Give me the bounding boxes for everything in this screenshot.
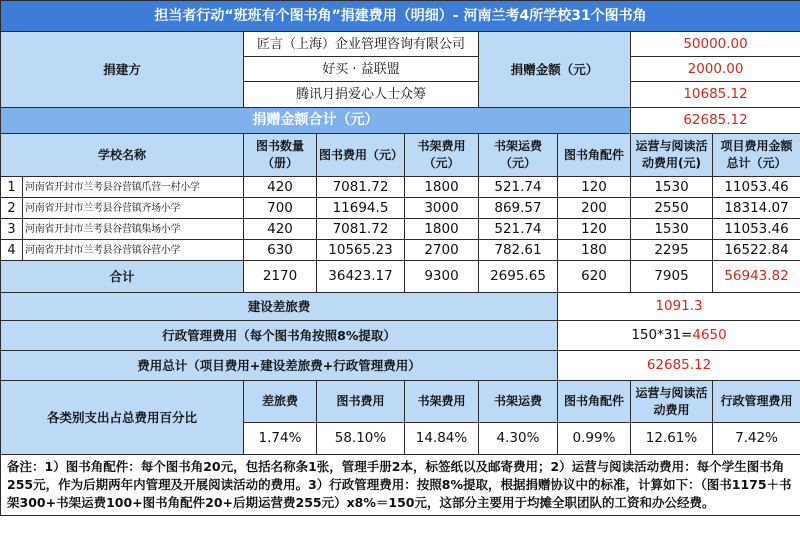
sum-project-total: 56943.82 [713,261,800,293]
books-cost: 7081.72 [317,219,405,240]
operations-cost: 1530 [631,219,713,240]
accessories: 120 [558,219,631,240]
pct-header: 书架运费 [479,381,558,423]
grand-total-value: 62685.12 [558,351,800,381]
shelf-shipping: 782.61 [479,240,558,261]
row-number: 3 [1,219,23,240]
project-total: 16522.84 [713,240,800,261]
table-row [1,219,800,240]
pct-value: 4.30% [479,423,558,455]
donor-amount: 50000.00 [631,32,800,57]
donor-name: 匠言（上海）企业管理咨询有限公司 [244,32,479,57]
admin-fee-cell [558,321,800,351]
pct-header: 书架费用 [405,381,479,423]
sum-label: 合计 [1,261,244,293]
table-row [1,240,800,261]
grand-total-label: 费用总计（项目费用+建设差旅费+行政管理费用） [1,351,558,381]
books-qty: 700 [244,198,317,219]
books-qty: 420 [244,219,317,240]
donation-total-value: 62685.12 [631,108,800,134]
pct-header: 图书费用 [317,381,405,423]
books-cost: 11694.5 [317,198,405,219]
sum-books-qty: 2170 [244,261,317,293]
notes: 备注：1）图书角配件：每个图书角20元，包括名称条1张，管理手册2本，标签纸以及邮寄费用；2）运营与阅读活动费用：每个学生图书角255元，作为后期两年内管理及开展阅读活动的费用。3）行政管理费用：按照8%提取，根据捐赠协议中的标准，计算如下：（图书1175＋书架300+书架运费100+图书角配件20+后期运营费255元）x8%＝150元，这部分主要用于均摊全职团队的工资和办公经费。 [1,455,800,516]
project-total: 18314.07 [713,198,800,219]
pct-header: 差旅费 [244,381,317,423]
sum-operations: 7905 [631,261,713,293]
project-total: 11053.46 [713,177,800,198]
project-total: 11053.46 [713,219,800,240]
accessories: 180 [558,240,631,261]
donation-amount-label: 捐赠金额（元） [479,32,631,108]
books-cost: 7081.72 [317,177,405,198]
books-qty: 420 [244,177,317,198]
books-qty: 630 [244,240,317,261]
shelf-shipping-header: 书架运费（元） [479,134,558,177]
row-number: 2 [1,198,23,219]
donor-amount: 2000.00 [631,57,800,82]
shelf-cost-header: 书架费用（元） [405,134,479,177]
shelf-cost: 1800 [405,219,479,240]
row-number: 1 [1,177,23,198]
books-qty-header: 图书数量（册） [244,134,317,177]
operations-cost: 2550 [631,198,713,219]
project-total-header: 项目费用金额总计（元） [713,134,800,177]
pct-value: 58.10% [317,423,405,455]
accessories: 120 [558,177,631,198]
table-row [1,177,800,198]
school-name: 河南省开封市兰考县谷营镇集场小学 [23,219,244,240]
pct-value: 0.99% [558,423,631,455]
shelf-shipping: 869.57 [479,198,558,219]
shelf-cost: 3000 [405,198,479,219]
table-row [1,198,800,219]
pct-header: 行政管理费用 [713,381,800,423]
sum-row [1,261,800,293]
shelf-shipping: 521.74 [479,219,558,240]
shelf-cost: 1800 [405,177,479,198]
travel-label: 建设差旅费 [1,293,558,321]
pct-value: 14.84% [405,423,479,455]
donor-amount: 10685.12 [631,82,800,108]
pct-value: 12.61% [631,423,713,455]
pct-value: 7.42% [713,423,800,455]
sum-shelf-shipping: 2695.65 [479,261,558,293]
page-title: 担当者行动“班班有个图书角”捐建费用（明细）- 河南兰考4所学校31个图书角 [1,1,800,32]
donation-total-label: 捐赠金额合计（元） [1,108,631,134]
donor-name: 好买 · 益联盟 [244,57,479,82]
pct-header: 图书角配件 [558,381,631,423]
admin-fee-label: 行政管理费用（每个图书角按照8%提取） [1,321,558,351]
operations-cost: 1530 [631,177,713,198]
books-cost-header: 图书费用（元） [317,134,405,177]
sum-accessories: 620 [558,261,631,293]
school-name: 河南省开封市兰考县谷营镇齐场小学 [23,198,244,219]
pct-value: 1.74% [244,423,317,455]
donor-name: 腾讯月捐爱心人士众筹 [244,82,479,108]
travel-value: 1091.3 [558,293,800,321]
school-name: 河南省开封市兰考县谷营镇谷营小学 [23,240,244,261]
sum-shelf-cost: 9300 [405,261,479,293]
donors-label: 捐建方 [1,32,244,108]
admin-fee-value: 4650 [692,327,727,343]
sum-books-cost: 36423.17 [317,261,405,293]
pct-header: 运营与阅读活动费用 [631,381,713,423]
row-number: 4 [1,240,23,261]
operations-header: 运营与阅读活动费用(元) [631,134,713,177]
school-name: 河南省开封市兰考县谷营镇爪营一村小学 [23,177,244,198]
admin-fee-formula: 150*31= [631,327,693,343]
school-name-header: 学校名称 [1,134,244,177]
shelf-shipping: 521.74 [479,177,558,198]
percentage-label: 各类别支出占总费用百分比 [1,381,244,455]
shelf-cost: 2700 [405,240,479,261]
books-cost: 10565.23 [317,240,405,261]
accessories: 200 [558,198,631,219]
accessories-header: 图书角配件 [558,134,631,177]
operations-cost: 2295 [631,240,713,261]
